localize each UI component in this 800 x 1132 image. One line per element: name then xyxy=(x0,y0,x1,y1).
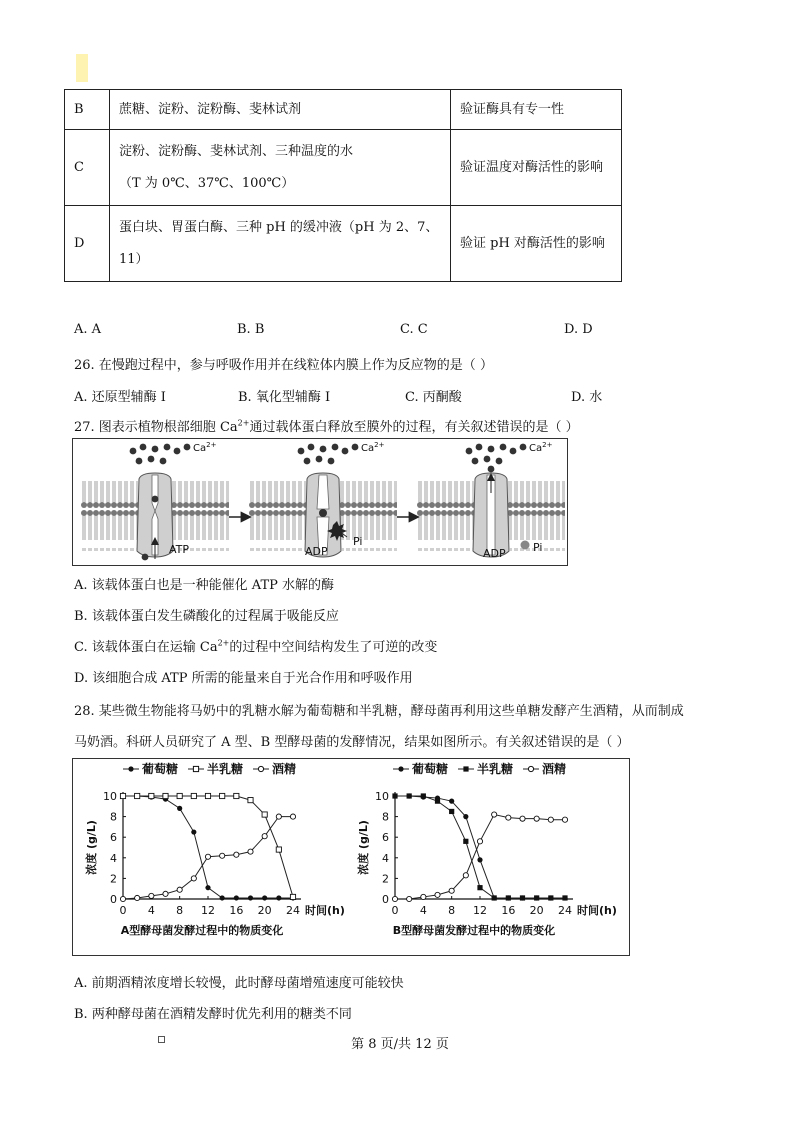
pi-label: Pi xyxy=(533,541,543,554)
legend-label: 葡萄糖 xyxy=(412,762,449,776)
calcium-ion xyxy=(164,444,171,451)
x-tick-label: 0 xyxy=(391,904,399,917)
calcium-ion xyxy=(496,458,503,465)
calcium-ion-legend xyxy=(520,444,527,451)
x-tick-label: 20 xyxy=(529,904,544,917)
legend-label: 半乳糖 xyxy=(207,762,244,776)
calcium-ion xyxy=(174,448,181,455)
atp-label: ATP xyxy=(169,543,190,556)
data-point xyxy=(548,817,553,822)
y-tick-label: 4 xyxy=(110,851,117,865)
data-point xyxy=(191,829,196,834)
data-point xyxy=(392,793,397,798)
row-label: C xyxy=(65,130,110,206)
y-tick-label: 6 xyxy=(110,831,117,845)
ion-label xyxy=(193,441,217,454)
pi-ball xyxy=(521,541,530,550)
series-line-0 xyxy=(395,796,565,898)
data-point xyxy=(220,793,225,798)
data-point xyxy=(449,809,454,814)
q27-option-c-part: C. 该载体蛋白在运输 Ca xyxy=(74,640,218,655)
data-point xyxy=(449,799,454,804)
x-tick-label: 16 xyxy=(501,904,516,917)
data-point xyxy=(392,896,397,901)
data-point xyxy=(534,816,539,821)
data-point xyxy=(248,895,253,900)
data-point xyxy=(421,793,426,798)
data-point xyxy=(220,895,225,900)
y-axis-label: 浓度 (g/L) xyxy=(357,820,370,875)
legend-entry xyxy=(188,761,243,776)
legend-marker xyxy=(258,766,263,771)
row-label: D xyxy=(65,206,110,282)
q27-stem-part: 通过载体蛋白释放至膜外的过程，有关叙述错误的是（ ） xyxy=(249,420,579,435)
legend-marker xyxy=(193,766,198,771)
data-point xyxy=(262,895,267,900)
legend-marker xyxy=(463,766,468,771)
calcium-ion xyxy=(500,444,507,451)
y-tick-label: 2 xyxy=(382,872,389,886)
table-row xyxy=(65,130,622,206)
x-tick-label: 24 xyxy=(286,904,300,917)
calcium-ion xyxy=(148,456,155,463)
data-point xyxy=(262,834,267,839)
calcium-ion xyxy=(160,458,167,465)
data-point xyxy=(191,793,196,798)
data-point xyxy=(120,793,125,798)
materials-line: （T 为 0℃、37℃、100℃） xyxy=(119,175,295,191)
calcium-ion xyxy=(152,446,159,453)
materials-line: 淀粉、淀粉酶、斐林试剂、三种温度的水 xyxy=(119,143,354,159)
ion-symbol: Ca xyxy=(193,443,207,454)
row-materials xyxy=(110,90,451,130)
x-tick-label: 8 xyxy=(176,904,184,917)
calcium-ion xyxy=(328,458,335,465)
data-point xyxy=(177,793,182,798)
y-tick-label: 4 xyxy=(382,851,389,865)
x-tick-label: 16 xyxy=(229,904,244,917)
series-line-1 xyxy=(395,796,565,898)
calcium-ion xyxy=(142,554,149,561)
membrane-panel xyxy=(249,441,397,558)
q28-option-b: B. 两种酵母菌在酒精发酵时优先利用的糖类不同 xyxy=(74,1007,352,1022)
calcium-ion xyxy=(130,448,137,455)
data-point xyxy=(149,793,154,798)
data-point xyxy=(463,814,468,819)
calcium-ion xyxy=(304,458,311,465)
x-tick-label: 4 xyxy=(419,904,427,917)
calcium-ion xyxy=(152,496,159,503)
calcium-ion xyxy=(332,444,339,451)
x-tick-label: 12 xyxy=(473,904,487,917)
q28-option-a: A. 前期酒精浓度增长较慢，此时酵母菌增殖速度可能较快 xyxy=(74,976,404,991)
data-point xyxy=(135,793,140,798)
data-point xyxy=(435,799,440,804)
q25-choice-d: D. D xyxy=(564,322,593,337)
data-point xyxy=(205,793,210,798)
data-point xyxy=(548,895,553,900)
legend-entry xyxy=(523,761,566,776)
table-row xyxy=(65,206,622,282)
x-tick-label: 20 xyxy=(257,904,272,917)
calcium-ion xyxy=(140,444,147,451)
pi-label: Pi xyxy=(353,535,363,548)
q27-stem-sup: 2+ xyxy=(237,418,250,428)
q25-choice-c: C. C xyxy=(400,322,428,337)
q26-choice-d: D. 水 xyxy=(571,390,603,405)
calcium-ion xyxy=(484,456,491,463)
x-tick-label: 4 xyxy=(147,904,155,917)
data-point xyxy=(276,814,281,819)
x-tick-label: 24 xyxy=(558,904,572,917)
data-point xyxy=(276,895,281,900)
data-point xyxy=(506,895,511,900)
series-line-1 xyxy=(123,796,293,897)
membrane-figure xyxy=(72,438,568,566)
calcium-ion xyxy=(298,448,305,455)
data-point xyxy=(234,895,239,900)
adp-label: ADP xyxy=(483,547,506,560)
row-label: B xyxy=(65,90,110,130)
adp-label: ADP xyxy=(305,545,328,558)
calcium-ion xyxy=(308,444,315,451)
data-point xyxy=(220,853,225,858)
data-point xyxy=(276,847,281,852)
q28-stem-line2: 马奶酒。科研人员研究了 A 型、B 型酵母菌的发酵情况，结果如图所示。有关叙述错误的是（ ） xyxy=(74,735,630,750)
data-point xyxy=(492,895,497,900)
series-line-0 xyxy=(123,796,293,898)
data-point xyxy=(463,839,468,844)
calcium-ion xyxy=(476,444,483,451)
page-footer: 第 8 页/共 12 页 xyxy=(351,1037,449,1052)
data-point xyxy=(120,896,125,901)
q27-option-c-sup: 2+ xyxy=(217,638,230,648)
data-point xyxy=(477,857,482,862)
data-point xyxy=(234,793,239,798)
x-axis-label: 时间(h) xyxy=(577,904,617,917)
y-tick-label: 10 xyxy=(103,790,117,803)
data-point xyxy=(477,839,482,844)
q26-stem: 26. 在慢跑过程中，参与呼吸作用并在线粒体内膜上作为反应物的是（ ） xyxy=(74,358,493,373)
calcium-ion xyxy=(488,466,495,473)
data-point xyxy=(407,793,412,798)
ion-label xyxy=(361,441,385,454)
legend-marker xyxy=(398,766,403,771)
ion-label xyxy=(529,441,553,454)
calcium-ion xyxy=(472,458,479,465)
legend-entry xyxy=(393,761,448,776)
q25-choice-a: A. A xyxy=(74,322,102,337)
materials-line: 蔗糖、淀粉、淀粉酶、斐林试剂 xyxy=(119,101,302,117)
x-tick-label: 0 xyxy=(119,904,127,917)
highlight-mark xyxy=(76,54,88,82)
y-tick-label: 0 xyxy=(110,893,117,906)
data-point xyxy=(191,876,196,881)
y-axis-label: 浓度 (g/L) xyxy=(85,820,98,875)
data-point xyxy=(407,896,412,901)
data-point xyxy=(421,894,426,899)
ion-charge: 2+ xyxy=(206,441,217,449)
data-point xyxy=(290,894,295,899)
q27-option-c xyxy=(74,636,437,655)
materials-line: 蛋白块、胃蛋白酶、三种 pH 的缓冲液（pH 为 2、7、 xyxy=(119,219,439,235)
data-point xyxy=(435,892,440,897)
options-table xyxy=(64,89,622,282)
data-point xyxy=(177,806,182,811)
data-point xyxy=(562,895,567,900)
data-point xyxy=(562,817,567,822)
ion-symbol: Ca xyxy=(361,443,375,454)
calcium-ion-legend xyxy=(184,444,191,451)
y-tick-label: 2 xyxy=(110,872,117,886)
calcium-ion xyxy=(510,448,517,455)
chart-title: A型酵母菌发酵过程中的物质变化 xyxy=(120,924,284,937)
data-point xyxy=(449,888,454,893)
q27-option-d: D. 该细胞合成 ATP 所需的能量来自于光合作用和呼吸作用 xyxy=(74,671,413,686)
legend-label: 酒精 xyxy=(272,762,297,776)
data-point xyxy=(492,812,497,817)
ion-charge: 2+ xyxy=(542,441,553,449)
data-point xyxy=(290,814,295,819)
x-tick-label: 8 xyxy=(448,904,456,917)
legend-marker xyxy=(528,766,533,771)
calcium-ion xyxy=(342,448,349,455)
fermentation-figure xyxy=(72,758,630,956)
row-purpose: 验证酶具有专一性 xyxy=(451,90,622,130)
legend-marker xyxy=(128,766,133,771)
calcium-ion xyxy=(320,446,327,453)
q25-choice-b: B. B xyxy=(237,322,265,337)
q27-option-a: A. 该载体蛋白也是一种能催化 ATP 水解的酶 xyxy=(74,578,335,593)
data-point xyxy=(477,885,482,890)
data-point xyxy=(177,887,182,892)
row-purpose: 验证 pH 对酶活性的影响 xyxy=(451,206,622,282)
row-materials xyxy=(110,130,451,206)
data-point xyxy=(163,793,168,798)
q27-option-b: B. 该载体蛋白发生磷酸化的过程属于吸能反应 xyxy=(74,609,339,624)
q26-choice-b: B. 氧化型辅酶 Ⅰ xyxy=(238,390,331,405)
row-purpose: 验证温度对酶活性的影响 xyxy=(451,130,622,206)
ion-charge: 2+ xyxy=(374,441,385,449)
ion-symbol: Ca xyxy=(529,443,543,454)
data-point xyxy=(135,895,140,900)
table-row xyxy=(65,90,622,130)
chart-a xyxy=(84,761,345,937)
data-point xyxy=(534,895,539,900)
calcium-ion xyxy=(136,458,143,465)
data-point xyxy=(463,873,468,878)
row-materials xyxy=(110,206,451,282)
y-tick-label: 6 xyxy=(382,831,389,845)
materials-line: 11） xyxy=(119,251,149,267)
chart-b xyxy=(356,761,617,937)
data-point xyxy=(205,885,210,890)
calcium-ion xyxy=(488,446,495,453)
legend-entry xyxy=(458,761,513,776)
legend-label: 半乳糖 xyxy=(477,762,514,776)
data-point xyxy=(205,854,210,859)
q27-stem-part: 27. 图表示植物根部细胞 Ca xyxy=(74,420,238,435)
calcium-ion xyxy=(316,456,323,463)
calcium-ion xyxy=(319,509,327,517)
q28-stem-line1: 28. 某些微生物能将马奶中的乳糖水解为葡萄糖和半乳糖，酵母菌再利用这些单糖发酵产生酒精，从而制成 xyxy=(74,704,684,719)
calcium-ion xyxy=(466,448,473,455)
data-point xyxy=(149,893,154,898)
chart-title: B型酵母菌发酵过程中的物质变化 xyxy=(392,924,556,937)
legend-label: 酒精 xyxy=(542,762,567,776)
q26-choice-a: A. 还原型辅酶 Ⅰ xyxy=(74,390,166,405)
q27-option-c-part: 的过程中空间结构发生了可逆的改变 xyxy=(229,640,438,655)
legend-entry xyxy=(123,761,178,776)
y-tick-label: 8 xyxy=(382,810,389,824)
legend-entry xyxy=(253,761,296,776)
y-tick-label: 0 xyxy=(382,893,389,906)
fermentation-charts xyxy=(73,759,629,955)
data-point xyxy=(506,815,511,820)
q27-stem xyxy=(74,416,579,435)
data-point xyxy=(262,812,267,817)
legend-label: 葡萄糖 xyxy=(142,762,179,776)
data-point xyxy=(520,816,525,821)
y-tick-label: 10 xyxy=(375,790,389,803)
y-tick-label: 8 xyxy=(110,810,117,824)
membrane-diagram xyxy=(73,439,567,565)
x-tick-label: 12 xyxy=(201,904,215,917)
data-point xyxy=(234,852,239,857)
data-point xyxy=(520,895,525,900)
x-axis-label: 时间(h) xyxy=(305,904,345,917)
membrane-panel xyxy=(417,441,565,560)
data-point xyxy=(248,798,253,803)
calcium-ion-legend xyxy=(352,444,359,451)
data-point xyxy=(163,891,168,896)
membrane-panel xyxy=(81,441,229,560)
q26-choice-c: C. 丙酮酸 xyxy=(405,390,462,405)
data-point xyxy=(248,849,253,854)
